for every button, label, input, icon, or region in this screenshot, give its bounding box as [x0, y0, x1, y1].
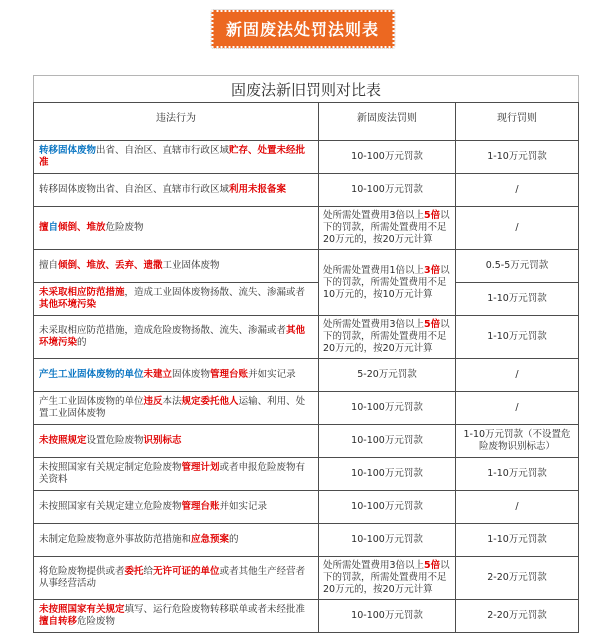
table-row [34, 283, 579, 316]
plain-text: 出省、自治区、直辖市行政区域 [96, 145, 230, 156]
plain-text: 以下的罚款，所需处置费用不足10万元的，按10万元计算 [323, 264, 450, 300]
old-penalty-cell: 1-10万元罚款 [456, 316, 579, 359]
new-penalty-cell [319, 524, 456, 557]
new-penalty-cell [319, 316, 456, 359]
highlighted-text: 5倍 [424, 560, 441, 571]
highlighted-text: 5倍 [424, 319, 441, 330]
highlighted-text: 未按照国家有关规定 [39, 604, 125, 615]
plain-text: 将危险废物提供或者 [39, 566, 125, 577]
table-title-row [34, 76, 579, 103]
plain-text: 或者申报危险废物有关资料 [39, 462, 306, 485]
plain-text: 以下的罚款，所需处置费用不足20万元的，按20万元计算 [323, 560, 450, 595]
highlighted-text: 产生工业固体废物的单位 [39, 369, 144, 380]
plain-text: 10-100万元罚款 [351, 610, 423, 621]
behavior-cell [34, 425, 319, 458]
table-row [34, 425, 579, 458]
new-penalty-cell [319, 600, 456, 633]
plain-text: 处所需处置费用1倍以上 [323, 264, 425, 276]
table-row [34, 250, 579, 283]
plain-text: 未采取相应防范措施，造成危险废物扬散、流失、渗漏或者 [39, 325, 287, 336]
behavior-cell [34, 359, 319, 392]
behavior-cell [34, 141, 319, 174]
table-body [34, 141, 579, 633]
plain-text: 处所需处置费用3倍以上 [323, 560, 425, 571]
plain-text: 或者其他生产经营者从事经营活动 [39, 566, 306, 589]
highlighted-text: 未采取相应防范措施 [39, 287, 125, 298]
plain-text: 工业固体废物 [162, 260, 220, 271]
column-header-row [34, 103, 579, 141]
highlighted-text: 擅自转移 [39, 616, 78, 627]
old-penalty-cell: / [456, 491, 579, 524]
behavior-cell [34, 491, 319, 524]
new-penalty-cell [319, 359, 456, 392]
highlighted-text: 规定委托他人 [181, 396, 239, 407]
plain-text: 并如实记录 [248, 369, 296, 380]
highlighted-text: 管理台账 [181, 501, 220, 512]
plain-text: 的 [77, 337, 87, 348]
plain-text: 10-100万元罚款 [351, 151, 423, 162]
plain-text: 危险废物 [105, 222, 144, 233]
plain-text: 本法 [162, 396, 182, 407]
behavior-cell [34, 250, 319, 283]
old-penalty-cell: 1-10万元罚款（不设置危险废物识别标志） [456, 425, 579, 458]
highlighted-text: 自 [48, 222, 59, 233]
table-row [34, 174, 579, 207]
highlighted-text: 委托 [124, 566, 144, 577]
plain-text: 未按照国家有关规定制定危险废物 [39, 462, 182, 473]
new-penalty-cell [319, 392, 456, 425]
behavior-cell [34, 207, 319, 250]
plain-text: 擅自 [39, 260, 59, 271]
highlighted-text: 倾倒、堆放、丢弃、遗撒 [58, 260, 163, 271]
highlighted-text: 其他环境污染 [39, 299, 97, 310]
column-header-old-penalty: 现行罚则 [456, 103, 579, 141]
new-penalty-cell [319, 491, 456, 524]
plain-text: 处所需处置费用3倍以上 [323, 319, 425, 330]
column-header-new-penalty: 新固废法罚则 [319, 103, 456, 141]
old-penalty-cell: / [456, 359, 579, 392]
plain-text: 以下的罚款，所需处置费用不足20万元的，按20万元计算 [323, 319, 450, 354]
page-banner [211, 10, 394, 48]
old-penalty-cell: 0.5-5万元罚款 [456, 250, 579, 283]
plain-text: 固体废物 [172, 369, 211, 380]
table-row [34, 359, 579, 392]
table-row [34, 207, 579, 250]
behavior-cell [34, 392, 319, 425]
plain-text: 设置危险废物 [86, 435, 144, 446]
plain-text: 填写、运行危险废物转移联单或者未经批准 [124, 604, 306, 615]
column-header-behavior: 违法行为 [34, 103, 319, 141]
highlighted-text: 识别标志 [143, 435, 182, 446]
table-row [34, 316, 579, 359]
behavior-cell [34, 524, 319, 557]
old-penalty-cell: 2-20万元罚款 [456, 557, 579, 600]
plain-text: 10-100万元罚款 [351, 402, 423, 413]
plain-text: 处所需处置费用3倍以上 [323, 210, 425, 221]
table-row [34, 600, 579, 633]
table-row [34, 458, 579, 491]
plain-text: 10-100万元罚款 [351, 468, 423, 479]
new-penalty-cell [319, 207, 456, 250]
behavior-cell [34, 557, 319, 600]
table-title: 固废法新旧罚则对比表 [34, 76, 579, 103]
old-penalty-cell: 1-10万元罚款 [456, 458, 579, 491]
new-penalty-cell [319, 141, 456, 174]
plain-text: ，造成工业固体废物扬散、流失、渗漏或者 [124, 287, 306, 298]
highlighted-text: 违反 [143, 396, 163, 407]
old-penalty-cell: 1-10万元罚款 [456, 141, 579, 174]
highlighted-text: 5倍 [424, 210, 441, 221]
highlighted-text: 未建立 [143, 369, 173, 380]
behavior-cell [34, 316, 319, 359]
plain-text: 给 [143, 566, 154, 577]
plain-text: 并如实记录 [219, 501, 268, 512]
new-penalty-cell [319, 425, 456, 458]
plain-text: 10-100万元罚款 [351, 534, 423, 545]
highlighted-text: 3倍 [424, 264, 441, 276]
plain-text: 10-100万元罚款 [351, 501, 423, 512]
new-penalty-cell [319, 557, 456, 600]
plain-text: 转移固体废物出省、自治区、直辖市行政区域 [39, 184, 230, 195]
highlighted-text: 管理台账 [210, 369, 249, 380]
old-penalty-cell: / [456, 174, 579, 207]
table-row [34, 491, 579, 524]
table-row [34, 524, 579, 557]
highlighted-text: 其他环境污染 [39, 325, 306, 348]
behavior-cell [34, 283, 319, 316]
penalty-comparison-table [33, 75, 579, 633]
plain-text: 运输、利用、处置工业固体废物 [39, 396, 306, 419]
plain-text: 的 [229, 534, 239, 545]
behavior-cell [34, 600, 319, 633]
new-penalty-cell [319, 250, 456, 316]
plain-text: 5-20万元罚款 [357, 369, 417, 380]
table-row [34, 141, 579, 174]
plain-text: 未制定危险废物意外事故防范措施和 [39, 534, 192, 545]
highlighted-text: 未按照规定 [39, 435, 87, 446]
highlighted-text: 擅 [39, 222, 49, 233]
highlighted-text: 无许可证的单位 [153, 566, 220, 577]
plain-text: 10-100万元罚款 [351, 435, 423, 446]
behavior-cell [34, 174, 319, 207]
highlighted-text: 转移固体废物 [39, 145, 97, 156]
plain-text: 未按照国家有关规定建立危险废物 [39, 501, 182, 512]
plain-text: 10-100万元罚款 [351, 184, 423, 195]
old-penalty-cell: 2-20万元罚款 [456, 600, 579, 633]
old-penalty-cell: / [456, 392, 579, 425]
new-penalty-cell [319, 458, 456, 491]
highlighted-text: 利用未报备案 [229, 184, 287, 195]
behavior-cell [34, 458, 319, 491]
highlighted-text: 管理计划 [181, 462, 220, 473]
new-penalty-cell [319, 174, 456, 207]
table-row [34, 557, 579, 600]
plain-text: 以下的罚款，所需处置费用不足20万元的，按20万元计算 [323, 210, 450, 245]
old-penalty-cell: / [456, 207, 579, 250]
old-penalty-cell: 1-10万元罚款 [456, 283, 579, 316]
table-row [34, 392, 579, 425]
plain-text: 危险废物 [77, 616, 116, 627]
highlighted-text: 倾倒、堆放 [58, 222, 106, 233]
highlighted-text: 贮存、处置未经批准 [39, 145, 306, 168]
highlighted-text: 应急预案 [191, 534, 230, 545]
plain-text: 产生工业固体废物的单位 [39, 396, 144, 407]
banner-title: 新固废法处罚法则表 [225, 20, 380, 39]
old-penalty-cell: 1-10万元罚款 [456, 524, 579, 557]
